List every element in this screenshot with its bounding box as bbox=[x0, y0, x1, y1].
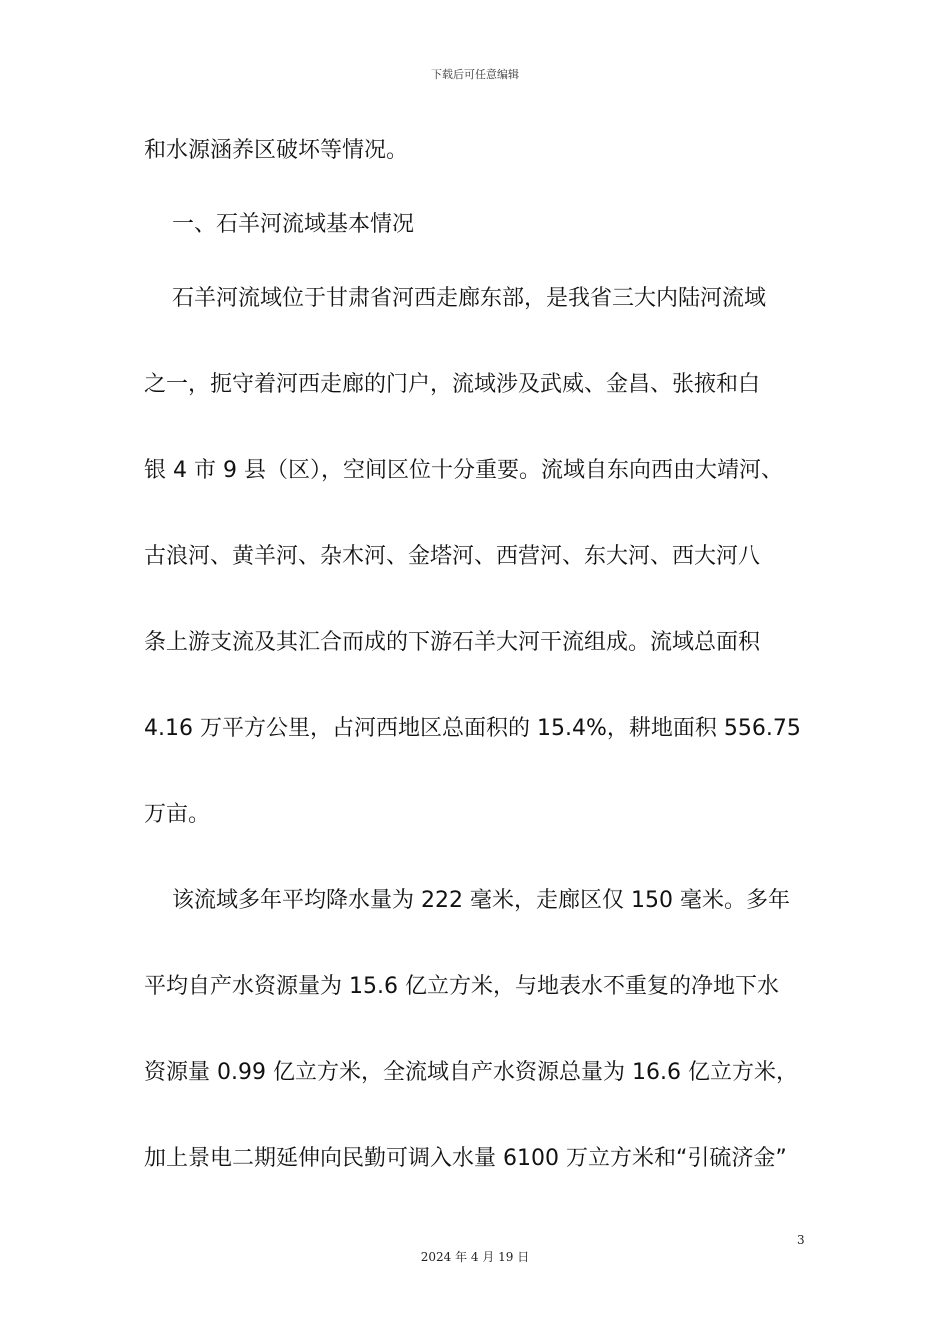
page-header: 下载后可任意编辑 bbox=[431, 68, 519, 81]
paragraph-line: 银 4 市 9 县（区），空间区位十分重要。流域自东向西由大靖河、 bbox=[144, 458, 783, 483]
section-heading: 一、石羊河流域基本情况 bbox=[172, 212, 415, 237]
paragraph-line: 加上景电二期延伸向民勤可调入水量 6100 万立方米和“引硫济金” bbox=[144, 1146, 787, 1171]
page-footer-date: 2024 年 4 月 19 日 bbox=[420, 1250, 530, 1264]
paragraph-line: 条上游支流及其汇合而成的下游石羊大河干流组成。流域总面积 bbox=[144, 630, 761, 655]
paragraph-line: 和水源涵养区破坏等情况。 bbox=[144, 138, 409, 163]
paragraph-line: 该流域多年平均降水量为 222 毫米，走廊区仅 150 毫米。多年 bbox=[172, 888, 790, 913]
paragraph-line: 资源量 0.99 亿立方米，全流域自产水资源总量为 16.6 亿立方米， bbox=[144, 1060, 798, 1085]
document-body bbox=[144, 128, 824, 1222]
paragraph-line: 石羊河流域位于甘肃省河西走廊东部，是我省三大内陆河流域 bbox=[172, 286, 767, 311]
page-number: 3 bbox=[797, 1233, 805, 1247]
paragraph-line: 平均自产水资源量为 15.6 亿立方米，与地表水不重复的净地下水 bbox=[144, 974, 779, 999]
paragraph-line: 之一，扼守着河西走廊的门户，流域涉及武威、金昌、张掖和白 bbox=[144, 372, 761, 397]
paragraph-line: 万亩。 bbox=[144, 802, 211, 827]
paragraph-line: 4.16 万平方公里，占河西地区总面积的 15.4%，耕地面积 556.75 bbox=[144, 716, 801, 741]
paragraph-line: 古浪河、黄羊河、杂木河、金塔河、西营河、东大河、西大河八 bbox=[144, 544, 761, 569]
